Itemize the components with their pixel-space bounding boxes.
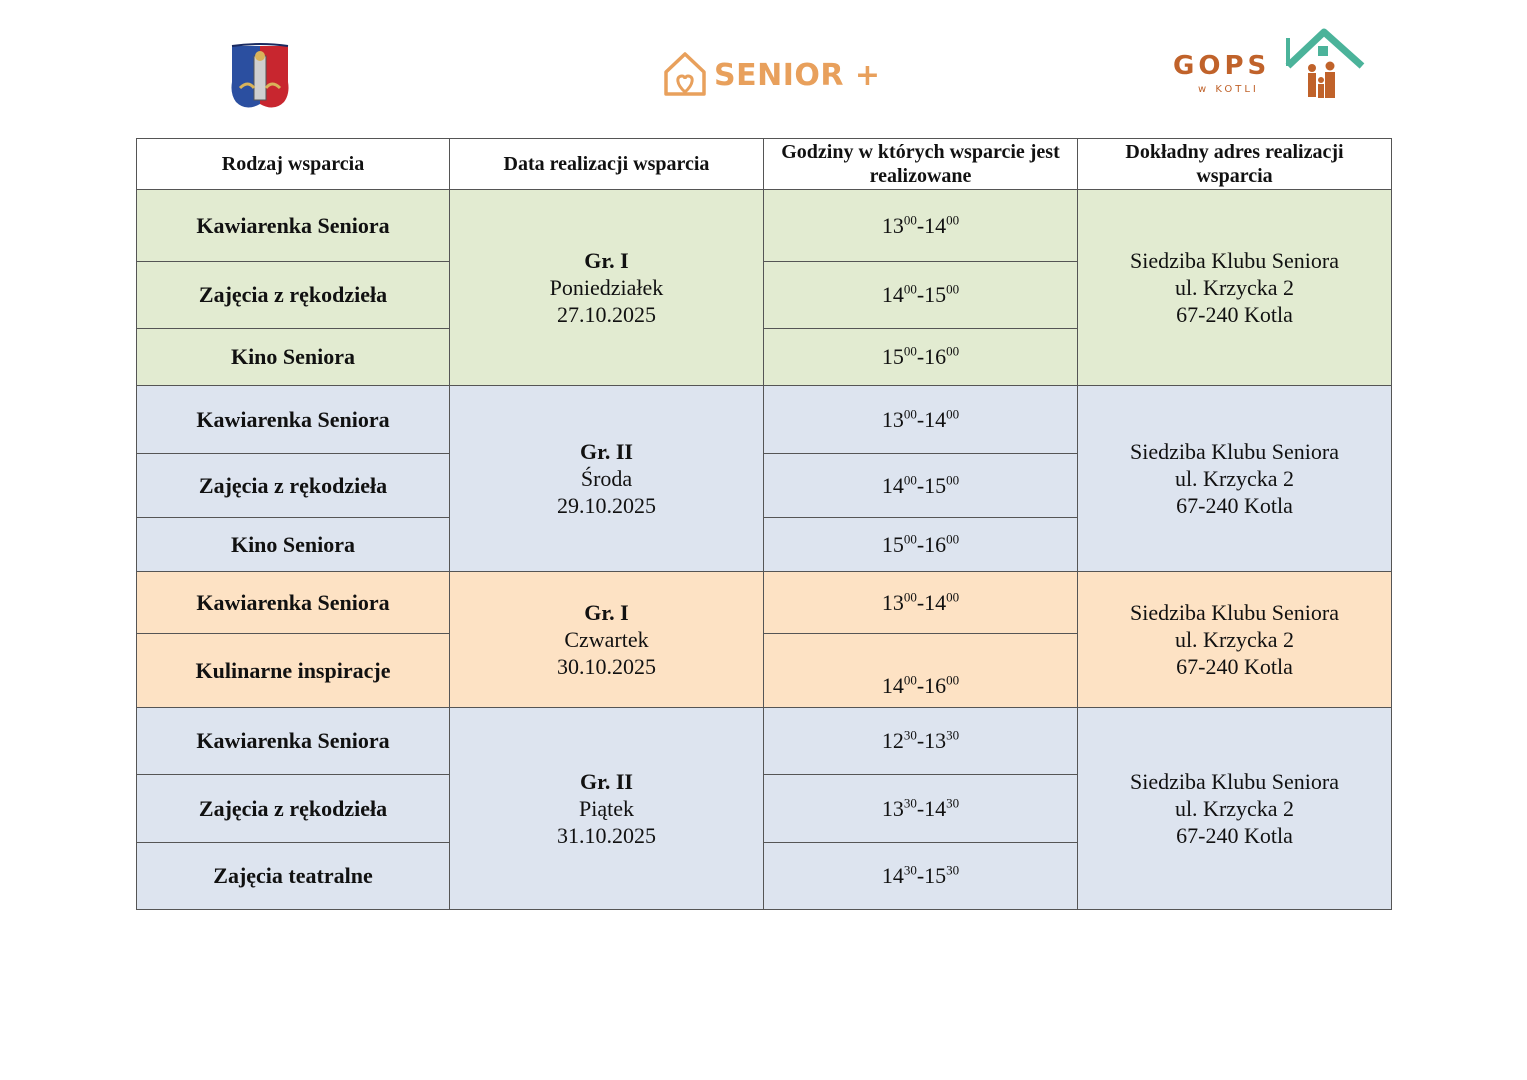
hours-cell: $14^{00}-15^{00}$ [764,454,1078,518]
hours-cell: $13^{00}-14^{00}$ [764,572,1078,634]
hours-cell: $15^{00}-16^{00}$ [764,329,1078,386]
date-label: 27.10.2025 [557,302,656,327]
group-label: Gr. I [584,248,629,273]
gops-text: GOPS [1173,51,1271,81]
group-label: Gr. II [580,769,633,794]
activity-cell: Zajęcia z rękodzieła [137,454,450,518]
date-cell [450,572,764,708]
table-row [137,190,1392,262]
table-row [137,708,1392,775]
activity-cell: Zajęcia z rękodzieła [137,775,450,843]
table-row [137,386,1392,454]
hours-cell: $14^{00}-15^{00}$ [764,262,1078,329]
hours-cell: $12^{30}-13^{30}$ [764,708,1078,775]
address-cell: Siedziba Klubu Seniora ul. Krzycka 2 67-240 Kotla [1078,572,1392,708]
date-label: 30.10.2025 [557,654,656,679]
hours-cell: $14^{00}-16^{00}$ [764,634,1078,708]
address-cell: Siedziba Klubu Seniora ul. Krzycka 2 67-240 Kotla [1078,386,1392,572]
family-house-icon [1280,26,1370,106]
hours-cell: $14^{30}-15^{30}$ [764,843,1078,910]
address-cell: Siedziba Klubu Seniora ul. Krzycka 2 67-240 Kotla [1078,190,1392,386]
senior-plus-text: SENIOR + [714,57,881,93]
schedule-table [136,138,1392,910]
activity-cell: Kino Seniora [137,329,450,386]
day-label: Środa [580,466,633,491]
activity-cell: Zajęcia teatralne [137,843,450,910]
coat-of-arms-logo [228,42,292,118]
hours-cell: $13^{30}-14^{30}$ [764,775,1078,843]
header-address: Dokładny adres realizacji wsparcia [1078,139,1392,190]
activity-cell: Zajęcia z rękodzieła [137,262,450,329]
date-cell [450,386,764,572]
activity-cell: Kulinarne inspiracje [137,634,450,708]
day-label: Czwartek [564,627,649,652]
senior-plus-logo [658,48,881,102]
table-row [137,572,1392,634]
day-label: Piątek [579,796,634,821]
activity-cell: Kawiarenka Seniora [137,386,450,454]
hours-cell: $13^{00}-14^{00}$ [764,190,1078,262]
group-label: Gr. I [584,600,629,625]
date-label: 31.10.2025 [557,823,656,848]
gops-subtext: w KOTLI [1198,84,1259,95]
activity-cell: Kawiarenka Seniora [137,708,450,775]
day-label: Poniedziałek [549,275,664,300]
activity-cell: Kino Seniora [137,518,450,572]
hours-cell: $15^{00}-16^{00}$ [764,518,1078,572]
house-heart-icon [658,48,712,102]
date-cell [450,708,764,910]
activity-cell: Kawiarenka Seniora [137,572,450,634]
gops-logo [1170,26,1370,106]
date-label: 29.10.2025 [557,493,656,518]
header-activity-type: Rodzaj wsparcia [137,139,450,190]
address-cell: Siedziba Klubu Seniora ul. Krzycka 2 67-240 Kotla [1078,708,1392,910]
header-date: Data realizacji wsparcia [450,139,764,190]
date-cell [450,190,764,386]
header-row [137,139,1392,190]
hours-cell: $13^{00}-14^{00}$ [764,386,1078,454]
activity-cell: Kawiarenka Seniora [137,190,450,262]
group-label: Gr. II [580,439,633,464]
header-hours: Godziny w których wsparcie jest realizowane [764,139,1078,190]
